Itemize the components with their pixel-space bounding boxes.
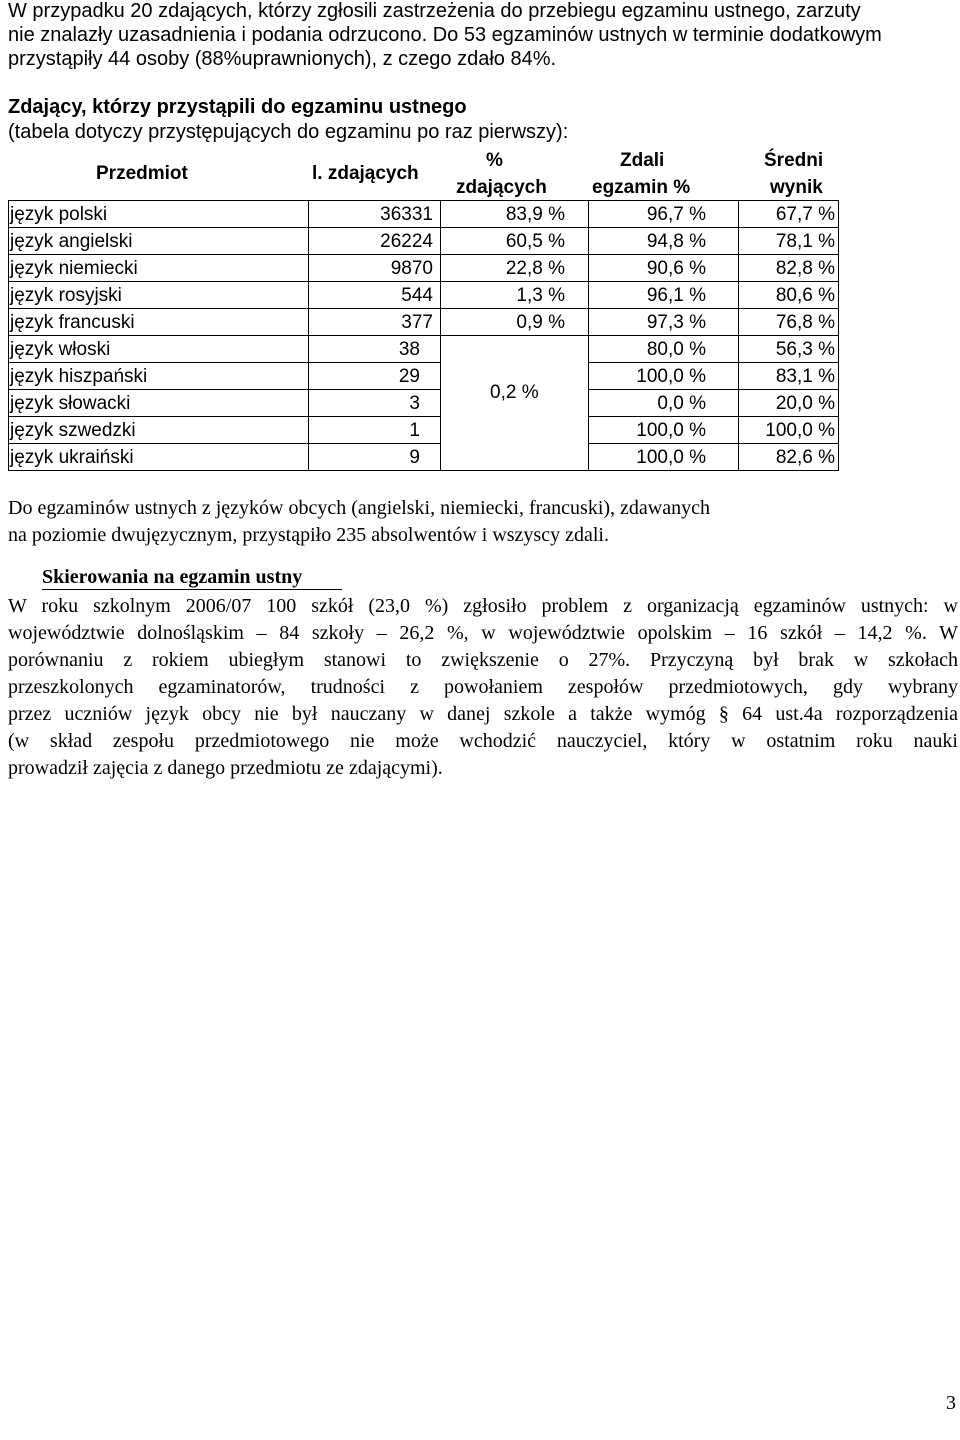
cell-avg: 56,3 % xyxy=(775,339,835,360)
table-rule xyxy=(8,281,838,282)
cell-subject: język włoski xyxy=(10,339,111,360)
section2-heading: Skierowania na egzamin ustny xyxy=(42,566,303,588)
table-rule xyxy=(588,389,838,390)
cell-subject: język ukraiński xyxy=(10,447,134,468)
cell-subject: język rosyjski xyxy=(10,285,122,306)
page-number: 3 xyxy=(946,1392,956,1414)
cell-avg: 80,6 % xyxy=(775,285,835,306)
section2-line-6: (w skład zespołu przedmiotowego nie może wchodzić nauczyciel, który w ostatnim roku nauki xyxy=(8,730,958,752)
table-rule xyxy=(8,416,440,417)
cell-count: 9 xyxy=(409,447,420,468)
table-rule xyxy=(588,416,838,417)
section2-line-1: W roku szkolnym 2006/07 100 szkół (23,0 %) zgłosiło problem z organizacją egzaminów ustnych: w xyxy=(8,595,958,617)
cell-pct: 0,9 % xyxy=(516,312,565,333)
cell-pct: 60,5 % xyxy=(505,231,565,252)
table-rule xyxy=(8,254,838,255)
table-rule xyxy=(8,470,838,471)
section2-line-5: przez uczniów język obcy nie był nauczany w danej szkole a także wymóg § 64 ust.4a rozporządzenia xyxy=(8,703,958,725)
table-rule xyxy=(588,362,838,363)
table-rule xyxy=(8,362,440,363)
cell-subject: język angielski xyxy=(10,231,133,252)
header-pct-1: % xyxy=(486,150,503,171)
bilingual-line-1: Do egzaminów ustnych z języków obcych (angielski, niemiecki, francuski), zdawanych xyxy=(8,497,710,519)
table-rule xyxy=(8,200,9,471)
cell-passed: 100,0 % xyxy=(636,366,706,387)
cell-avg: 83,1 % xyxy=(775,366,835,387)
cell-subject: język polski xyxy=(10,204,108,225)
cell-passed: 94,8 % xyxy=(646,231,706,252)
section2-heading-underline xyxy=(42,589,342,590)
section2-paragraph xyxy=(8,593,958,782)
cell-pct: 83,9 % xyxy=(505,204,565,225)
cell-count: 36331 xyxy=(380,204,433,225)
cell-passed: 100,0 % xyxy=(636,420,706,441)
cell-subject: język hiszpański xyxy=(10,366,148,387)
cell-count: 377 xyxy=(401,312,433,333)
cell-avg: 82,6 % xyxy=(775,447,835,468)
table-rule xyxy=(8,227,838,228)
cell-passed: 97,3 % xyxy=(646,312,706,333)
cell-avg: 78,1 % xyxy=(775,231,835,252)
header-passed-1: Zdali xyxy=(620,150,665,171)
section2-line-3: porównaniu z rokiem ubiegłym stanowi to zwiększenie o 27%. Przyczyną był brak w szkołach xyxy=(8,649,958,671)
intro-line-1: W przypadku 20 zdających, którzy zgłosili zastrzeżenia do przebiegu egzaminu ustnego, zarzuty xyxy=(8,0,861,22)
cell-passed: 100,0 % xyxy=(636,447,706,468)
intro-line-3: przystąpiły 44 osoby (88%uprawnionych), z czego zdało 84%. xyxy=(8,48,557,70)
bilingual-line-2: na poziomie dwujęzycznym, przystąpiło 235 absolwentów i wszyscy zdali. xyxy=(8,524,609,546)
cell-pct-merged: 0,2 % xyxy=(490,382,539,403)
cell-passed: 80,0 % xyxy=(646,339,706,360)
cell-avg: 20,0 % xyxy=(775,393,835,414)
cell-subject: język francuski xyxy=(10,312,135,333)
bilingual-paragraph xyxy=(8,495,958,549)
header-count: l. zdających xyxy=(312,163,419,184)
intro-line-2: nie znalazły uzasadnienia i podania odrzucono. Do 53 egzaminów ustnych w terminie dodatkowym xyxy=(8,24,882,46)
cell-pct: 22,8 % xyxy=(505,258,565,279)
section2-line-7: prowadził zajęcia z danego przedmiotu ze zdającymi). xyxy=(8,757,443,779)
header-passed-2: egzamin % xyxy=(592,177,691,198)
cell-avg: 82,8 % xyxy=(775,258,835,279)
results-table xyxy=(8,146,838,476)
cell-passed: 90,6 % xyxy=(646,258,706,279)
cell-count: 1 xyxy=(409,420,420,441)
cell-count: 9870 xyxy=(390,258,433,279)
header-subject: Przedmiot xyxy=(96,163,188,184)
cell-avg: 76,8 % xyxy=(775,312,835,333)
cell-count: 544 xyxy=(401,285,433,306)
section2-line-4: przeszkolonych egzaminatorów, trudności z powołaniem zespołów przedmiotowych, gdy wybrany xyxy=(8,676,958,698)
table-rule xyxy=(8,200,838,201)
cell-passed: 96,7 % xyxy=(646,204,706,225)
table-rule xyxy=(588,443,838,444)
header-pct-2: zdających xyxy=(456,177,547,198)
header-avg-2: wynik xyxy=(770,177,823,198)
table-rule xyxy=(8,308,838,309)
cell-count: 3 xyxy=(409,393,420,414)
header-avg-1: Średni xyxy=(764,150,824,171)
section2-line-2: województwie dolnośląskim – 84 szkoły – 26,2 %, w województwie opolskim – 16 szkół – 14,2 %. W xyxy=(8,622,958,644)
cell-avg: 67,7 % xyxy=(775,204,835,225)
cell-count: 29 xyxy=(398,366,420,387)
section-subheading: (tabela dotyczy przystępujących do egzaminu po raz pierwszy): xyxy=(8,121,569,143)
table-rule xyxy=(838,200,839,471)
table-rule xyxy=(8,389,440,390)
table-rule xyxy=(8,443,440,444)
table-rule xyxy=(8,335,838,336)
cell-subject: język szwedzki xyxy=(10,420,136,441)
cell-count: 26224 xyxy=(380,231,433,252)
cell-passed: 0,0 % xyxy=(657,393,706,414)
cell-subject: język niemiecki xyxy=(10,258,138,279)
cell-pct: 1,3 % xyxy=(516,285,565,306)
cell-passed: 96,1 % xyxy=(646,285,706,306)
cell-subject: język słowacki xyxy=(10,393,131,414)
cell-count: 38 xyxy=(398,339,420,360)
section-heading: Zdający, którzy przystąpili do egzaminu ustnego xyxy=(8,96,467,118)
cell-avg: 100,0 % xyxy=(765,420,835,441)
